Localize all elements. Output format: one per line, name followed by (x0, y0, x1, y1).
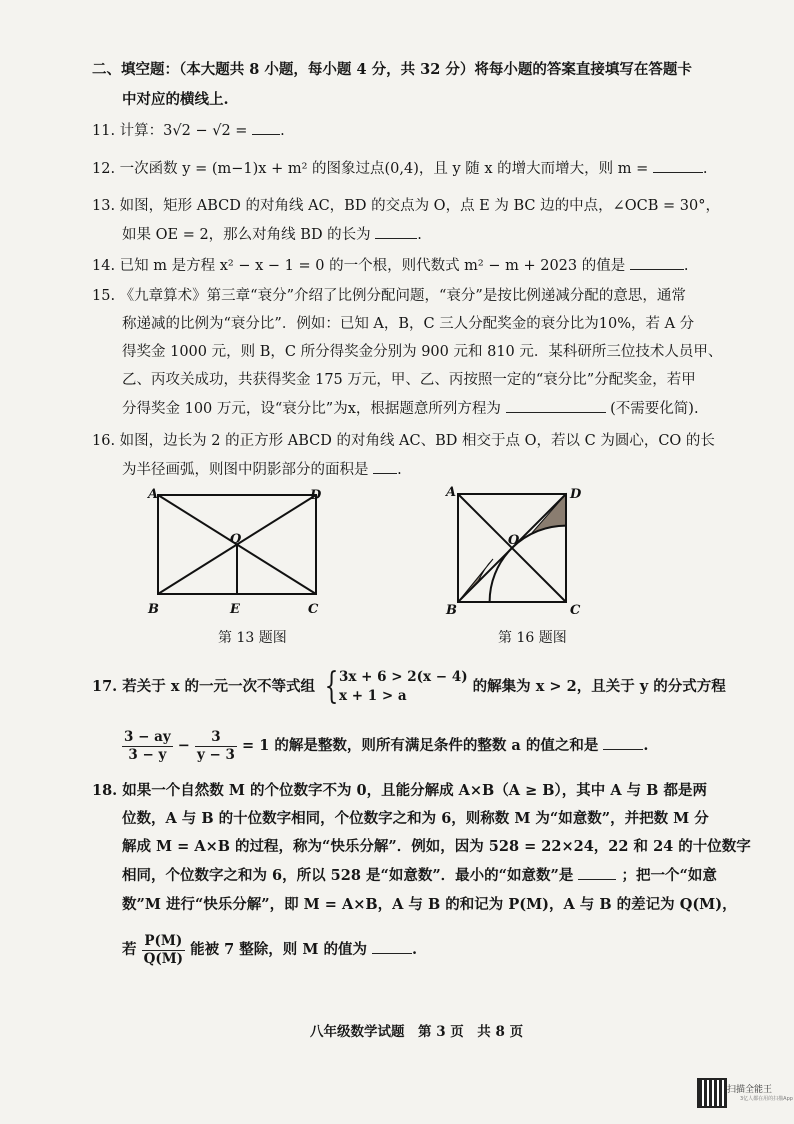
question-18-line4 (122, 865, 717, 886)
label-c: C (570, 603, 581, 618)
system-brace: { (324, 666, 339, 707)
figure-16-caption: 第 16 题图 (498, 630, 567, 646)
question-18-line5: 数”M 进行“快乐分解”，即 M = A×B，A 与 B 的和记为 P(M)，A 与 B 的差记为 Q(M)， (122, 896, 737, 913)
fraction-pm-qm: $\frac{P(M)}{Q(M)}$ (143, 932, 184, 967)
question-text: 如图，矩形 ABCD 的对角线 AC，BD 的交点为 O，点 E 为 BC 边的中点，∠OCB = 30°， (119, 198, 720, 214)
question-text: 如果一个自然数 M 的个位数字不为 0，且能分解成 A×B（A ≥ B），其中 A 与 B 都是两 (122, 782, 707, 799)
figure-13-caption: 第 13 题图 (218, 630, 287, 646)
answer-blank (653, 158, 703, 173)
question-17-line1 (92, 664, 726, 710)
question-text: = 1 的解是整数，则所有满足条件的整数 a 的值之和是 (242, 737, 599, 754)
label-d: D (570, 487, 582, 502)
watermark-label: 扫描全能王 (727, 1085, 773, 1095)
question-16-line1 (92, 431, 715, 451)
question-18-line3: 解成 M = A×B 的过程，称为“快乐分解”．例如，因为 528 = 22×24，22 和 24 的十位数字 (122, 838, 751, 855)
question-15-line2: 称递减的比例为“衰分比”．例如：已知 A，B，C 三人分配奖金的衰分比为10%，若 A 分 (122, 316, 695, 332)
question-text: 为半径画弧，则图中阴影部分的面积是 (122, 462, 369, 478)
question-text: 分得奖金 100 万元，设“衰分比”为x，根据题意所列方程为 (122, 401, 501, 417)
label-c: C (308, 602, 319, 617)
answer-blank (372, 939, 412, 954)
question-text: 如果 OE = 2，那么对角线 BD 的长为 (122, 227, 371, 243)
question-number: 17. (92, 678, 118, 695)
question-text: 若关于 x 的一元一次不等式组 (122, 678, 316, 695)
answer-blank (252, 120, 280, 135)
label-b: B (148, 602, 159, 617)
question-number: 13. (92, 198, 116, 214)
page-footer: 八年级数学试题 第 3 页 共 8 页 (310, 1024, 524, 1040)
fraction-2: $\frac{3}{y - 3}$ (196, 728, 235, 763)
question-16-line2: 为半径画弧，则图中阴影部分的面积是 . (122, 459, 402, 480)
section-header-line2: 中对应的横线上. (122, 91, 229, 108)
inequality-system (339, 668, 468, 706)
question-11: 11. 计算：3√2 − √2 = . (92, 120, 285, 141)
question-number: 16. (92, 433, 116, 449)
question-text: 计算：3√2 − √2 = (119, 123, 248, 139)
answer-blank (630, 255, 684, 270)
label-o: O (230, 532, 242, 547)
question-text: 《九章算术》第三章“衰分”介绍了比例分配问题，“衰分”是按比例递减分配的意思，通常 (119, 288, 686, 304)
label-d: D (310, 488, 322, 503)
label-o: O (508, 533, 520, 548)
label-a: A (446, 485, 457, 500)
inequality-2: x + 1 > a (339, 688, 407, 704)
label-e: E (230, 602, 240, 617)
label-b: B (446, 603, 457, 618)
question-text: 的解集为 x > 2，且关于 y 的分式方程 (472, 678, 726, 695)
answer-blank (506, 398, 606, 413)
answer-blank (373, 459, 397, 474)
answer-blank (375, 224, 417, 239)
question-17-line2: $\frac{3 - ay}{3 - y}$ − $\frac{3}{y - 3}$ = 1 的解是整数，则所有满足条件的整数 a 的值之和是 . (124, 728, 649, 763)
question-13-line2: 如果 OE = 2，那么对角线 BD 的长为 . (122, 224, 422, 245)
question-text: 如图，边长为 2 的正方形 ABCD 的对角线 AC、BD 相交于点 O，若以 C 为圆心，CO 的长 (119, 433, 715, 449)
answer-blank (603, 735, 643, 750)
question-18-line2: 位数，A 与 B 的十位数字相同，个位数字之和为 6，则称数 M 为“如意数”，并把数 M 分 (122, 810, 709, 827)
question-text: 一次函数 y = (m−1)x + m² 的图象过点(0,4)，且 y 随 x 的增大而增大，则 m = (119, 161, 649, 177)
fraction-1: $\frac{3 - ay}{3 - y}$ (124, 728, 171, 763)
figure-13 (140, 485, 330, 620)
question-text: 若 (122, 941, 137, 958)
inequality-1: 3x + 6 > 2(x − 4) (339, 669, 468, 685)
question-18-line6: 若 $\frac{P(M)}{Q(M)}$ 能被 7 整除，则 M 的值为 . (122, 932, 418, 967)
question-15-line5 (122, 398, 699, 419)
question-number: 12. (92, 161, 116, 177)
section-header-line1: 二、填空题：（本大题共 8 小题，每小题 4 分，共 32 分）将每小题的答案直接填写在答题卡 (92, 61, 692, 78)
question-number: 14. (92, 258, 116, 274)
question-13-line1 (92, 196, 720, 216)
answer-blank (578, 865, 616, 880)
question-number: 18. (92, 782, 118, 799)
question-15-line3: 得奖金 1000 元，则 B，C 所分得奖金分别为 900 元和 810 元．某科研所三位技术人员甲、 (122, 344, 723, 360)
question-14: 14. 已知 m 是方程 x² − x − 1 = 0 的一个根，则代数式 m² − m + 2023 的值是 . (92, 255, 688, 276)
qr-code-icon (697, 1078, 727, 1108)
label-a: A (148, 487, 159, 502)
question-15-line1 (92, 286, 686, 306)
question-15-line4: 乙、丙攻关成功，共获得奖金 175 万元，甲、乙、丙按照一定的“衰分比”分配奖金，若甲 (122, 372, 696, 388)
question-text: 已知 m 是方程 x² − x − 1 = 0 的一个根，则代数式 m² − m + 2023 的值是 (119, 258, 626, 274)
question-text: ；把一个“如意 (621, 867, 717, 884)
question-number: 15. (92, 288, 116, 304)
question-18-line1 (92, 781, 707, 801)
question-text: 相同，个位数字之和为 6，所以 528 是“如意数”．最小的“如意数”是 (122, 867, 574, 884)
watermark-subtext: 3亿人都在用的扫描App (740, 1096, 793, 1102)
question-text: 能被 7 整除，则 M 的值为 (190, 941, 367, 958)
question-number: 11. (92, 123, 116, 139)
question-note: (不需要化简). (610, 401, 699, 417)
figure-16 (440, 482, 600, 622)
question-12: 12. 一次函数 y = (m−1)x + m² 的图象过点(0,4)，且 y 随 x 的增大而增大，则 m = . (92, 158, 708, 179)
